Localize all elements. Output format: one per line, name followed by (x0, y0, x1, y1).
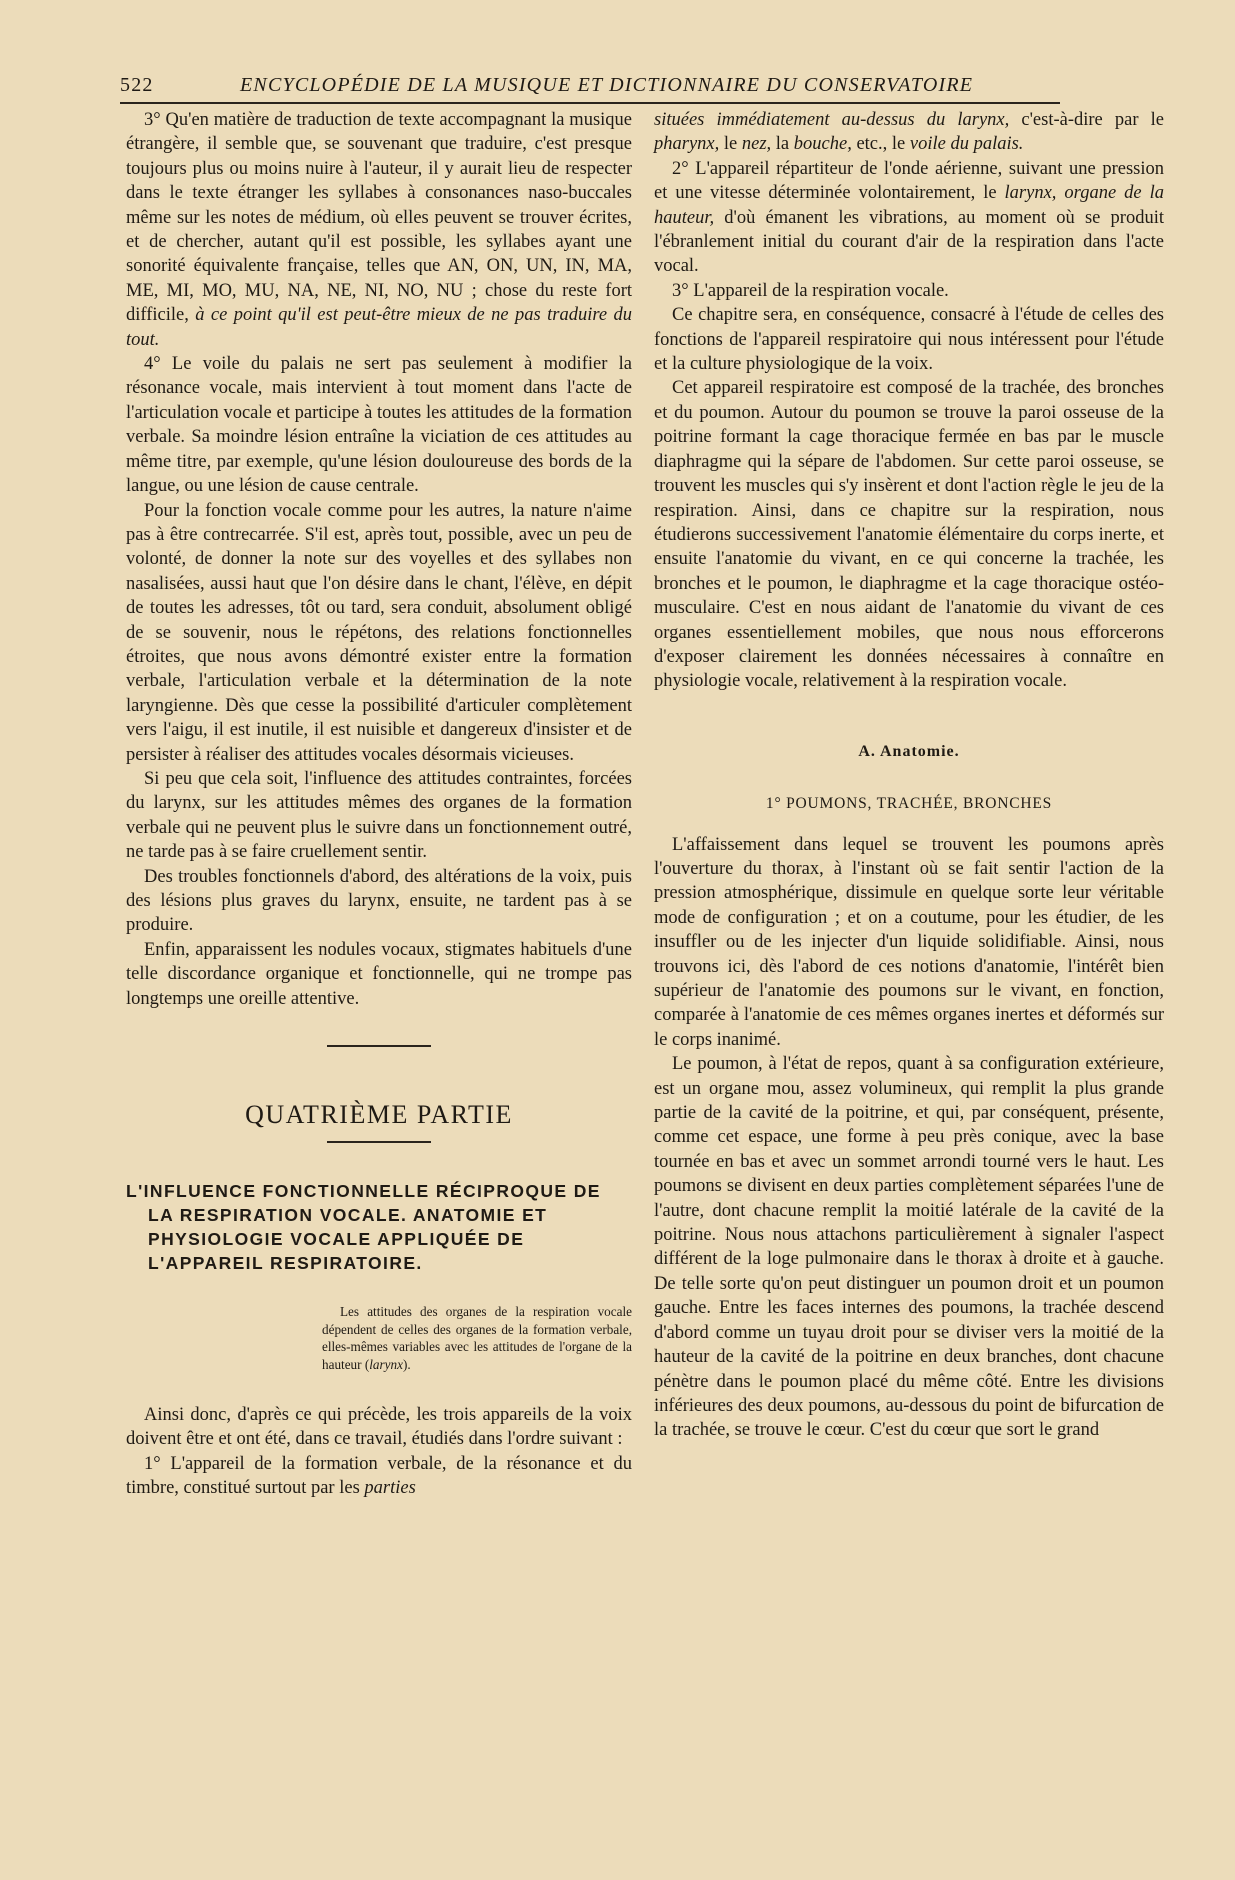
section-title: L'INFLUENCE FONCTIONNELLE RÉCIPROQUE DE LA RESPIRATION VOCALE. ANATOMIE ET PHYSIOLOGIE VOCALE APPLIQUÉE DE L'APPAREIL RESPIRATOIRE. (126, 1181, 601, 1274)
paragraph: 3° L'appareil de la respiration vocale. (672, 280, 949, 301)
page-number: 522 (120, 74, 154, 96)
epigraph: Les attitudes des organes de la respiration vocale dépendent de celles des organes de la formation verbale, elles-mêmes variables avec les attitudes de l'organe de la hauteur (larynx). (322, 1304, 632, 1372)
subheading: 1° POUMONS, TRACHÉE, BRONCHES (765, 795, 1053, 813)
part-underline (327, 1141, 431, 1143)
paragraph: L'affaissement dans lequel se trouvent les poumons après l'ouverture du thorax, à l'instant où se fait sentir l'action de la pression atmosphérique, dissimule en quelque sorte leur véritable mode de configuration ; et on a coutume, pour les étudier, de les insuffler ou de les injecter d'un liquide solidifiable. Ainsi, nous trouvons ici, dès l'abord de ces notions d'anatomie, l'intérêt bien supérieur de l'anatomie des poumons sur le vivant, en fonction, comparée à l'anatomie de ces mêmes organes inertes et déformés sur le corps inanimé. (654, 834, 1164, 1050)
right-column (654, 108, 1164, 1443)
paragraph: Si peu que cela soit, l'influence des attitudes contraintes, forcées du larynx, sur les attitudes mêmes des organes de la formation verbale qui ne peuvent plus le suivre dans un fonctionnement outré, ne tarde pas à se faire cruellement sentir. (126, 768, 632, 863)
paragraph: Ce chapitre sera, en conséquence, consacré à l'étude de celles des fonctions de l'appareil respiratoire qui nous intéressent pour l'étude et la culture physiologique de la voix. (654, 305, 1164, 375)
paragraph: situées immédiatement au-dessus du larynx, c'est-à-dire par le pharynx, le nez, la bouche, etc., le voile du palais. (654, 110, 1164, 155)
part-title: QUATRIÈME PARTIE (245, 1100, 513, 1130)
paragraph: 1° L'appareil de la formation verbale, de la résonance et du timbre, constitué surtout par les parties (126, 1453, 632, 1499)
paragraph: Des troubles fonctionnels d'abord, des altérations de la voix, puis des lésions plus graves du larynx, ensuite, ne tardent pas à se produire. (126, 866, 632, 936)
left-column (126, 108, 632, 1501)
paragraph: Ainsi donc, d'après ce qui précède, les trois appareils de la voix doivent être et ont été, dans ce travail, étudiés dans l'ordre suivant : (126, 1405, 632, 1450)
paragraph: Enfin, apparaissent les nodules vocaux, stigmates habituels d'une telle discordance organique et fonctionnelle, qui ne trompe pas longtemps une oreille attentive. (126, 939, 632, 1009)
heading-anatomie: A. Anatomie. (858, 742, 960, 760)
paragraph: Cet appareil respiratoire est composé de la trachée, des bronches et du poumon. Autour du poumon se trouve la paroi osseuse de la poitrine formant la cage thoracique fermée en bas par le muscle diaphragme qui la sépare de l'abdomen. Sur cette paroi osseuse, se trouvent les muscles qui s'y insèrent et dont l'action règle le jeu de la respiration. Ainsi, dans ce chapitre sur la respiration, nous étudierons successivement l'anatomie élémentaire du corps inerte, et ensuite l'anatomie du vivant, en ce qui concerne la trachée, les bronches et le poumon, le diaphragme et la cage thoracique ostéo-musculaire. C'est en nous aidant de l'anatomie du vivant de ces organes essentiellement mobiles, que nous nous efforcerons d'exposer clairement les données nécessaires à connaître en physiologie vocale, relativement à la respiration vocale. (654, 378, 1164, 692)
paragraph: 3° Qu'en matière de traduction de texte accompagnant la musique étrangère, il semble que, se souvenant que traduire, c'est presque toujours plus ou moins nuire à l'auteur, il y aurait lieu de respecter dans le texte étranger les syllabes à consonances naso-buccales même sur les notes de médium, où elles peuvent se trouver écrites, et de chercher, autant qu'il est possible, les syllabes ayant une sonorité équivalente française, telles que AN, ON, UN, IN, MA, ME, MI, MO, MU, NA, NE, NI, NO, NU ; chose du reste fort difficile, à ce point qu'il est peut-être mieux de ne pas traduire du tout. (126, 110, 632, 350)
paragraph: Le poumon, à l'état de repos, quant à sa configuration extérieure, est un organe mou, assez volumineux, qui remplit la plus grande partie de la cavité de la poitrine, et qui, par conséquent, présente, comme cet espace, une forme à peu près conique, avec la base tournée en bas et avec un sommet arrondi tourné vers le haut. Les poumons se divisent en deux parties complètement séparées l'une de l'autre, dont chacune remplit la moitié latérale de la cavité de la poitrine. Nous nous attachons particulièrement à signaler l'aspect différent de la loge pulmonaire dans le thorax à droite et à gauche. De telle sorte qu'on peut distinguer un poumon droit et un poumon gauche. Entre les faces internes des poumons, la trachée descend d'abord comme un tuyau droit pour se diviser vers la moitié de la hauteur de la cavité de la poitrine en deux branches, dont chacune pénètre dans le poumon placé du même côté. Entre les divisions inférieures des deux poumons, au-dessous du point de bifurcation de la trachée, se trouve le cœur. C'est du cœur que sort le grand (654, 1054, 1164, 1441)
running-title: ENCYCLOPÉDIE DE LA MUSIQUE ET DICTIONNAIRE DU CONSERVATOIRE (240, 74, 974, 96)
running-header (120, 74, 1060, 104)
section-divider (327, 1045, 431, 1047)
paragraph: Pour la fonction vocale comme pour les autres, la nature n'aime pas à être contrecarrée. S'il est, après tout, possible, avec un peu de volonté, de donner la note sur des voyelles et des syllabes non nasalisées, aussi haut que l'on désire dans le chant, l'élève, en dépit de toutes les adresses, tôt ou tard, sera conduit, absolument obligé de se souvenir, nous le répétons, des relations fonctionnelles étroites, que nous avons démontré exister entre la formation verbale, l'articulation verbale et la détermination de la note laryngienne. Dès que cesse la possibilité d'articuler complètement vers l'aigu, il est inutile, il est nuisible et dangereux d'insister et de persister à réaliser des attitudes vocales désormais vicieuses. (126, 500, 632, 765)
paragraph: 4° Le voile du palais ne sert pas seulement à modifier la résonance vocale, mais intervient à tout moment dans l'acte de l'articulation vocale et participe à toutes les attitudes de la formation verbale. Sa moindre lésion entraîne la viciation de ces attitudes au même titre, par exemple, qu'une lésion douloureuse des bords de la langue, ou une lésion de cause centrale. (126, 354, 632, 497)
paragraph: 2° L'appareil répartiteur de l'onde aérienne, suivant une pression et une vitesse déterminée volontairement, le larynx, organe de la hauteur, d'où émanent les vibrations, au moment où se produit l'ébranlement initial du courant d'air de la respiration dans l'acte vocal. (654, 158, 1164, 277)
